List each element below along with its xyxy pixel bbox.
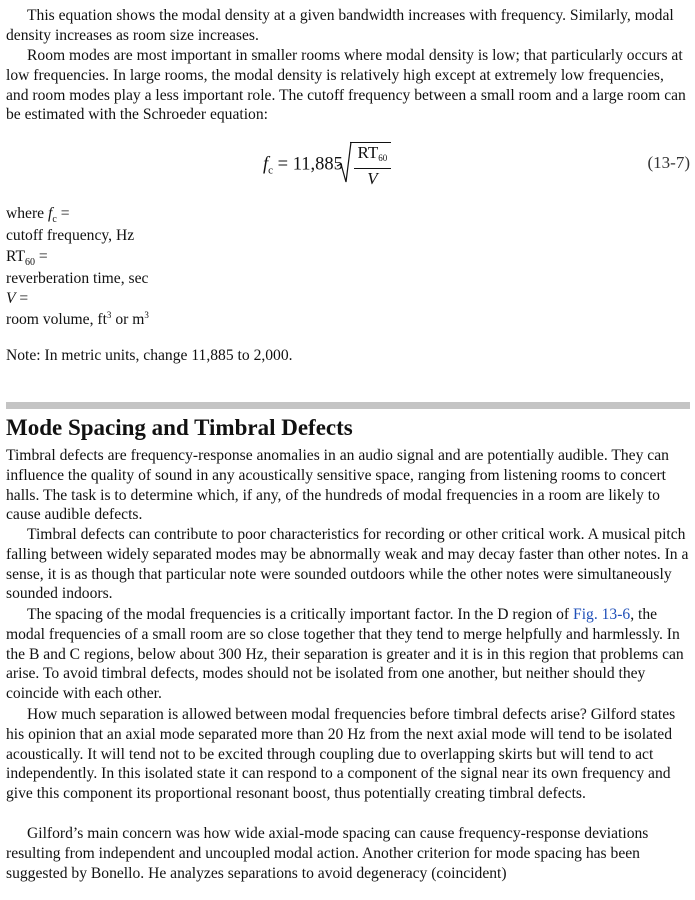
variable-rt60: $RT_{60}$ =: [6, 248, 48, 268]
equation-constant: = 11,885: [277, 154, 343, 175]
section-heading: Mode Spacing and Timbral Defects: [6, 415, 353, 440]
variable-v: V =: [6, 290, 29, 307]
section-divider: [6, 402, 690, 409]
radical-sign-icon: [336, 140, 352, 184]
variable-v-description: room volume, $ft^3$ or $m^3$: [6, 310, 149, 328]
section-paragraph-1: Timbral defects are frequency-response anomalies in an audio signal and are potentially audible. They can influence the quality of sound in any acoustically sensitive space, ranging from listening rooms to concert halls. The task is to determine which, if any, of the hundreds of modal frequencies in a room are likely to cause audible defects.: [6, 447, 669, 524]
equation-body: $f_c = 11,885$ $\frac{RT_{60}}{V}$: [263, 142, 391, 188]
variable-rt60-description: reverberation time, sec: [6, 270, 149, 287]
section-paragraph-5: Gilford’s main concern was how wide axial-mode spacing can cause frequency-response deviations resulting from independent and uncoupled modal action. Another criterion for mode spacing has been suggested by Bonello. He analyzes separations to avoid degeneracy (coincident): [6, 825, 649, 882]
section-paragraph-3: The spacing of the modal frequencies is a critically important factor. In the D region of Fig. 13-6, the modal frequencies of a small room are so close together that they tend to merge helpfully and harmlessly. In the B and C regions, below about 300 Hz, their separation is greater and it is in this region that problems can arise. To avoid timbral defects, modes should not be isolated from one another, but neither should they coincide with each other.: [6, 606, 684, 703]
section-paragraph-4: How much separation is allowed between modal frequencies before timbral defects arise? Gilford states his opinion that an axial mode separated more than 20 Hz from the next axial mode will tend to be isolated acoustically. It will tend not to be excited through coupling due to overlapping skirts but will tend to act independently. In this isolated state it can respond to a component of the signal near its own frequency and give this component its proportional resonant boost, thus potentially creating timbral defects.: [6, 706, 676, 803]
metric-note: Note: In metric units, change 11,885 to 2,000.: [6, 347, 293, 364]
variable-fc: where $f_c$ =: [6, 205, 70, 225]
schroeder-equation: [6, 138, 690, 188]
equation-fraction: $\frac{RT_{60}}{V}$: [350, 142, 392, 188]
figure-link[interactable]: Fig. 13-6: [573, 606, 631, 623]
equation-number: (13-7): [647, 153, 690, 172]
intro-paragraph-1: This equation shows the modal density at a given bandwidth increases with frequency. Similarly, modal density increases as room size increases.: [6, 7, 674, 44]
intro-paragraph-2: Room modes are most important in smaller rooms where modal density is low; that particularly occurs at low frequencies. In large rooms, the modal density is relatively high except at extremely low frequencies, and room modes play a less important role. The cutoff frequency between a small room and a large room can be estimated with the Schroeder equation:: [6, 47, 686, 124]
section-paragraph-2: Timbral defects can contribute to poor characteristics for recording or other critical work. A musical pitch falling between widely separated modes may be abnormally weak and may decay faster than other notes. In a sense, it is as though that particular note were sounded outdoors while the other notes were simultaneously sounded indoors.: [6, 526, 689, 603]
square-root: [350, 142, 392, 188]
variable-fc-description: cutoff frequency, Hz: [6, 227, 135, 244]
